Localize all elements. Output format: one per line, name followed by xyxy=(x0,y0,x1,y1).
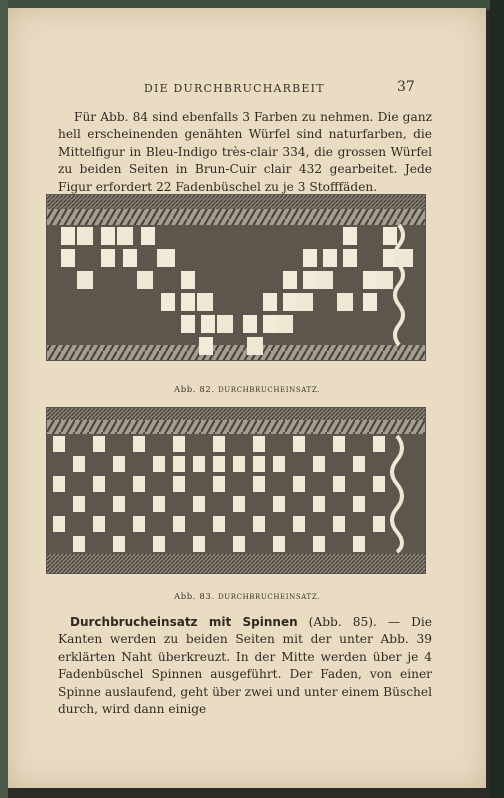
light-cube xyxy=(263,293,277,311)
light-cube xyxy=(61,227,75,245)
light-cube xyxy=(193,456,205,472)
light-cube xyxy=(73,456,85,472)
light-cube xyxy=(277,315,293,333)
light-cube xyxy=(273,536,285,552)
light-cube xyxy=(313,456,325,472)
light-cube xyxy=(133,476,145,492)
light-cube xyxy=(133,436,145,452)
paragraph-2-text: (Abb. 85). — Die Kanten werden zu beiden Seiten mit der unter Abb. 39 erklärten Naht überkreuzt. In der Mitte werden über je 4 Fadenbüschel Spinnen ausgeführt. Der Faden, von einer Spinne auslaufend, geht über zwei und unter einem Büschel durch, wird dann einige xyxy=(58,615,432,717)
light-cube xyxy=(161,293,175,311)
light-cube xyxy=(73,536,85,552)
running-head xyxy=(8,79,486,102)
light-cube xyxy=(153,456,165,472)
light-cube xyxy=(181,315,195,333)
light-cube xyxy=(213,516,225,532)
light-cube xyxy=(333,476,345,492)
light-cube xyxy=(303,271,317,289)
light-cube xyxy=(343,227,357,245)
page-number: 37 xyxy=(397,79,415,95)
light-cube xyxy=(283,293,297,311)
light-cube xyxy=(173,456,185,472)
light-cube xyxy=(233,536,245,552)
light-cube xyxy=(297,293,313,311)
light-cube xyxy=(53,436,65,452)
light-cube xyxy=(53,476,65,492)
light-cube xyxy=(377,271,393,289)
light-cube xyxy=(383,227,397,245)
light-cube xyxy=(353,496,365,512)
light-cube xyxy=(213,456,225,472)
light-cube xyxy=(323,249,337,267)
light-cube xyxy=(161,249,175,267)
light-cube xyxy=(93,516,105,532)
light-cube xyxy=(173,516,185,532)
light-cube xyxy=(181,271,195,289)
light-cube xyxy=(93,476,105,492)
light-cube xyxy=(213,436,225,452)
bottom-border-band xyxy=(47,554,425,573)
light-cube xyxy=(77,271,93,289)
light-cube xyxy=(313,536,325,552)
light-cube xyxy=(197,293,213,311)
light-cube xyxy=(273,496,285,512)
light-cube xyxy=(101,249,115,267)
light-cube xyxy=(303,249,317,267)
light-cube xyxy=(233,456,245,472)
light-cube xyxy=(217,315,233,333)
light-cube xyxy=(113,536,125,552)
light-cube xyxy=(247,337,263,355)
light-cube xyxy=(113,456,125,472)
light-cube xyxy=(363,271,377,289)
paragraph-1: Für Abb. 84 sind ebenfalls 3 Farben zu nehmen. Die ganz hell erscheinenden genähten Würfel sind naturfarben, die Mittelfigur in Bleu-Indigo très-clair 334, die grossen Würfel zu beiden Seiten in Brun-Cuir clair 432 gearbeitet. Jede Figur erfordert 22 Fadenbüschel zu je 3 Stofffäden. xyxy=(58,110,432,194)
light-cube xyxy=(61,249,75,267)
light-cube xyxy=(173,476,185,492)
light-cube xyxy=(253,456,265,472)
light-cube xyxy=(193,536,205,552)
figure-abb-82 xyxy=(46,194,426,361)
figure-2-caption xyxy=(8,592,486,602)
light-cube xyxy=(243,315,257,333)
light-cube xyxy=(373,476,385,492)
light-cube xyxy=(193,496,205,512)
bottom-braid xyxy=(47,345,425,360)
light-cube xyxy=(337,293,353,311)
light-cube xyxy=(353,536,365,552)
light-cube xyxy=(317,271,333,289)
light-cube xyxy=(77,227,93,245)
light-cube xyxy=(141,227,155,245)
light-cube xyxy=(253,436,265,452)
book-frame-right xyxy=(490,0,504,798)
paragraph-2 xyxy=(58,614,432,718)
light-cube xyxy=(233,496,245,512)
light-cube xyxy=(113,496,125,512)
section-heading: Durchbrucheinsatz mit Spinnen xyxy=(70,615,298,629)
top-braid xyxy=(47,420,425,434)
light-cube xyxy=(117,227,133,245)
running-title: DIE DURCHBRUCHARBEIT xyxy=(144,82,325,95)
embroidery-illustration xyxy=(47,408,425,573)
light-cube xyxy=(133,516,145,532)
light-cube xyxy=(181,293,195,311)
light-cube xyxy=(199,337,213,355)
book-frame-left xyxy=(0,0,8,798)
light-cube xyxy=(263,315,277,333)
light-cube xyxy=(93,436,105,452)
light-cube xyxy=(201,315,215,333)
light-cube xyxy=(123,249,137,267)
top-braid xyxy=(47,209,425,225)
light-cube xyxy=(353,456,365,472)
light-cube xyxy=(153,536,165,552)
light-cube xyxy=(101,227,115,245)
light-cube xyxy=(253,516,265,532)
light-cube xyxy=(153,496,165,512)
light-cube xyxy=(333,516,345,532)
figure-2-label: Abb. 83. xyxy=(174,592,215,602)
light-cube xyxy=(53,516,65,532)
light-cube xyxy=(73,496,85,512)
top-border-band xyxy=(47,195,425,209)
light-cube xyxy=(333,436,345,452)
figure-2-title: DURCHBRUCHEINSATZ. xyxy=(218,593,320,601)
light-cube xyxy=(343,249,357,267)
light-cube xyxy=(273,456,285,472)
light-cube xyxy=(173,436,185,452)
embroidery-illustration xyxy=(47,195,425,360)
figure-1-caption xyxy=(8,385,486,395)
book-page xyxy=(8,8,486,788)
light-cube xyxy=(283,271,297,289)
light-cube xyxy=(293,516,305,532)
light-cube xyxy=(363,293,377,311)
figure-1-title: DURCHBRUCHEINSATZ. xyxy=(218,386,320,394)
top-border-band xyxy=(47,408,425,420)
light-cube xyxy=(137,271,153,289)
light-cube xyxy=(293,436,305,452)
light-cube xyxy=(293,476,305,492)
light-cube xyxy=(213,476,225,492)
figure-1-label: Abb. 82. xyxy=(174,385,215,395)
light-cube xyxy=(253,476,265,492)
light-cube xyxy=(373,516,385,532)
figure-abb-83 xyxy=(46,407,426,574)
light-cube xyxy=(313,496,325,512)
light-cube xyxy=(373,436,385,452)
